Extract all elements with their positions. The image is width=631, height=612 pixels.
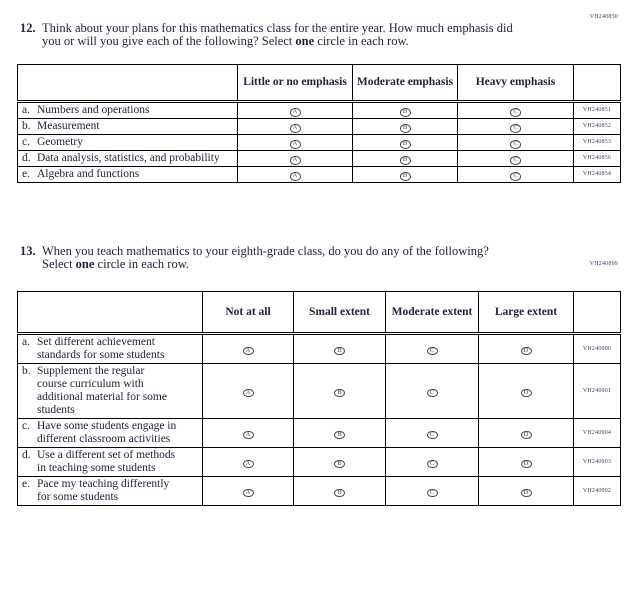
row-header bbox=[18, 477, 203, 506]
option-cell bbox=[479, 419, 574, 448]
row-label: Use a different set of methods in teaching some students bbox=[37, 449, 176, 474]
option-cell bbox=[294, 419, 386, 448]
question-text bbox=[42, 245, 522, 271]
option-cell bbox=[203, 364, 294, 419]
answer-bubble-b[interactable]: B bbox=[400, 156, 411, 165]
table-row bbox=[18, 151, 621, 167]
answer-bubble-c[interactable]: C bbox=[427, 460, 438, 469]
option-cell bbox=[203, 419, 294, 448]
question-number: 13. bbox=[20, 244, 36, 258]
option-cell bbox=[353, 135, 458, 151]
answer-bubble-a[interactable]: A bbox=[290, 140, 301, 149]
answer-bubble-b[interactable]: B bbox=[334, 460, 345, 469]
table-row bbox=[18, 334, 621, 364]
table-row bbox=[18, 135, 621, 151]
option-cell bbox=[238, 102, 353, 119]
option-cell bbox=[353, 119, 458, 135]
question-13-code: VH240899 bbox=[589, 261, 618, 267]
option-cell bbox=[386, 364, 479, 419]
answer-bubble-d[interactable]: D bbox=[521, 389, 532, 398]
option-cell bbox=[294, 364, 386, 419]
option-cell bbox=[294, 334, 386, 364]
row-label: Algebra and functions bbox=[37, 168, 140, 180]
question-13 bbox=[0, 183, 631, 506]
header-row bbox=[18, 292, 621, 334]
column-header: Not at all bbox=[203, 292, 294, 334]
stub-header bbox=[18, 292, 203, 334]
answer-bubble-b[interactable]: B bbox=[334, 489, 345, 498]
row-label: Pace my teaching differently for some students bbox=[37, 478, 170, 503]
answer-bubble-b[interactable]: B bbox=[400, 108, 411, 117]
table-row bbox=[18, 102, 621, 119]
answer-bubble-b[interactable]: B bbox=[400, 124, 411, 133]
column-header: Heavy emphasis bbox=[458, 65, 574, 102]
option-cell bbox=[294, 477, 386, 506]
row-header-content bbox=[22, 365, 199, 417]
question-12 bbox=[0, 0, 631, 183]
option-cell bbox=[479, 477, 574, 506]
row-header bbox=[18, 119, 238, 135]
answer-bubble-b[interactable]: B bbox=[334, 431, 345, 440]
question-text bbox=[42, 22, 522, 48]
answer-bubble-c[interactable]: C bbox=[427, 489, 438, 498]
row-label: Measurement bbox=[37, 120, 100, 132]
option-cell bbox=[294, 448, 386, 477]
row-code: VH240903 bbox=[574, 448, 621, 477]
prompt-text-end: circle in each row. bbox=[94, 257, 190, 271]
answer-bubble-d[interactable]: D bbox=[521, 431, 532, 440]
header-row bbox=[18, 65, 621, 102]
option-cell bbox=[458, 167, 574, 183]
row-label: Geometry bbox=[37, 136, 83, 148]
stub-header bbox=[18, 65, 238, 102]
row-letter: a. bbox=[22, 104, 30, 116]
answer-bubble-c[interactable]: C bbox=[427, 389, 438, 398]
option-cell bbox=[238, 135, 353, 151]
answer-bubble-a[interactable]: A bbox=[290, 124, 301, 133]
option-cell bbox=[386, 448, 479, 477]
answer-bubble-a[interactable]: A bbox=[243, 347, 254, 356]
column-header: Small extent bbox=[294, 292, 386, 334]
answer-bubble-b[interactable]: B bbox=[334, 389, 345, 398]
row-header-content bbox=[22, 478, 199, 504]
table-row bbox=[18, 477, 621, 506]
option-cell bbox=[238, 119, 353, 135]
row-header bbox=[18, 135, 238, 151]
answer-bubble-d[interactable]: D bbox=[521, 460, 532, 469]
option-cell bbox=[458, 135, 574, 151]
option-cell bbox=[238, 151, 353, 167]
row-header-content bbox=[22, 152, 234, 165]
row-letter: c. bbox=[22, 420, 30, 432]
option-cell bbox=[386, 334, 479, 364]
row-letter: d. bbox=[22, 152, 31, 164]
column-header: Moderate emphasis bbox=[353, 65, 458, 102]
row-label: Data analysis, statistics, and probability bbox=[37, 152, 220, 164]
answer-bubble-a[interactable]: A bbox=[243, 489, 254, 498]
option-cell bbox=[386, 419, 479, 448]
code-column-header bbox=[574, 292, 621, 334]
prompt-text-start: When you teach mathematics to your eighth-grade class, do you do any of the following? Select bbox=[42, 244, 489, 271]
answer-bubble-a[interactable]: A bbox=[243, 389, 254, 398]
option-cell bbox=[353, 151, 458, 167]
option-cell bbox=[203, 477, 294, 506]
answer-bubble-c[interactable]: C bbox=[510, 124, 521, 133]
question-number: 12. bbox=[20, 21, 36, 35]
row-label: Have some students engage in different classroom activities bbox=[37, 420, 177, 445]
row-code: VH240901 bbox=[574, 364, 621, 419]
answer-bubble-c[interactable]: C bbox=[510, 156, 521, 165]
prompt-bold-word: one bbox=[75, 257, 95, 271]
row-letter: e. bbox=[22, 478, 30, 490]
option-cell bbox=[479, 448, 574, 477]
row-header-content bbox=[22, 136, 234, 149]
option-cell bbox=[458, 151, 574, 167]
row-label: Numbers and operations bbox=[37, 104, 150, 116]
answer-bubble-b[interactable]: B bbox=[334, 347, 345, 356]
answer-bubble-d[interactable]: D bbox=[521, 489, 532, 498]
column-header: Large extent bbox=[479, 292, 574, 334]
row-header bbox=[18, 102, 238, 119]
answer-bubble-c[interactable]: C bbox=[510, 172, 521, 181]
answer-bubble-a[interactable]: A bbox=[290, 156, 301, 165]
prompt-text-end: circle in each row. bbox=[314, 34, 409, 48]
row-letter: d. bbox=[22, 449, 31, 461]
prompt-bold-word: one bbox=[295, 34, 315, 48]
table-row bbox=[18, 119, 621, 135]
answer-bubble-a[interactable]: A bbox=[290, 108, 301, 117]
table-row bbox=[18, 419, 621, 448]
row-header-content bbox=[22, 449, 199, 475]
row-header bbox=[18, 151, 238, 167]
question-13-prompt bbox=[20, 183, 631, 271]
column-header: Little or no emphasis bbox=[238, 65, 353, 102]
option-cell bbox=[458, 119, 574, 135]
column-header: Moderate extent bbox=[386, 292, 479, 334]
answer-bubble-a[interactable]: A bbox=[290, 172, 301, 181]
row-code: VH240854 bbox=[574, 167, 621, 183]
option-cell bbox=[353, 167, 458, 183]
table-row bbox=[18, 364, 621, 419]
question-12-prompt bbox=[20, 0, 631, 48]
option-cell bbox=[479, 364, 574, 419]
row-label: Set different achievement standards for some students bbox=[37, 336, 165, 361]
option-cell bbox=[458, 102, 574, 119]
row-header-content bbox=[22, 336, 199, 362]
table-row bbox=[18, 448, 621, 477]
answer-bubble-a[interactable]: A bbox=[243, 431, 254, 440]
row-header bbox=[18, 364, 203, 419]
row-letter: c. bbox=[22, 136, 30, 148]
row-header bbox=[18, 334, 203, 364]
q13-response-grid bbox=[17, 291, 621, 506]
answer-bubble-c[interactable]: C bbox=[510, 140, 521, 149]
row-letter: b. bbox=[22, 120, 31, 132]
question-12-code: VH240850 bbox=[589, 14, 618, 20]
table-row bbox=[18, 167, 621, 183]
code-column-header bbox=[574, 65, 621, 102]
answer-bubble-b[interactable]: B bbox=[400, 172, 411, 181]
row-code: VH240902 bbox=[574, 477, 621, 506]
answer-bubble-b[interactable]: B bbox=[400, 140, 411, 149]
answer-bubble-c[interactable]: C bbox=[427, 347, 438, 356]
option-cell bbox=[479, 334, 574, 364]
answer-bubble-c[interactable]: C bbox=[427, 431, 438, 440]
row-code: VH240853 bbox=[574, 135, 621, 151]
option-cell bbox=[203, 334, 294, 364]
row-code: VH240856 bbox=[574, 151, 621, 167]
option-cell bbox=[353, 102, 458, 119]
row-code: VH240900 bbox=[574, 334, 621, 364]
row-header-content bbox=[22, 104, 234, 117]
row-header bbox=[18, 419, 203, 448]
q12-response-grid bbox=[17, 64, 621, 183]
row-header bbox=[18, 448, 203, 477]
row-label: Supplement the regular course curriculum with additional material for some students bbox=[37, 365, 167, 416]
option-cell bbox=[203, 448, 294, 477]
option-cell bbox=[386, 477, 479, 506]
row-header bbox=[18, 167, 238, 183]
row-letter: b. bbox=[22, 365, 31, 377]
row-header-content bbox=[22, 168, 234, 181]
row-code: VH240852 bbox=[574, 119, 621, 135]
answer-bubble-d[interactable]: D bbox=[521, 347, 532, 356]
prompt-text-start: Think about your plans for this mathematics class for the entire year. How much emphasis did you or will you give each of the following? Select bbox=[42, 21, 513, 48]
row-letter: a. bbox=[22, 336, 30, 348]
row-header-content bbox=[22, 120, 234, 133]
row-code: VH240904 bbox=[574, 419, 621, 448]
answer-bubble-a[interactable]: A bbox=[243, 460, 254, 469]
option-cell bbox=[238, 167, 353, 183]
row-code: VH240851 bbox=[574, 102, 621, 119]
row-letter: e. bbox=[22, 168, 30, 180]
answer-bubble-c[interactable]: C bbox=[510, 108, 521, 117]
row-header-content bbox=[22, 420, 199, 446]
